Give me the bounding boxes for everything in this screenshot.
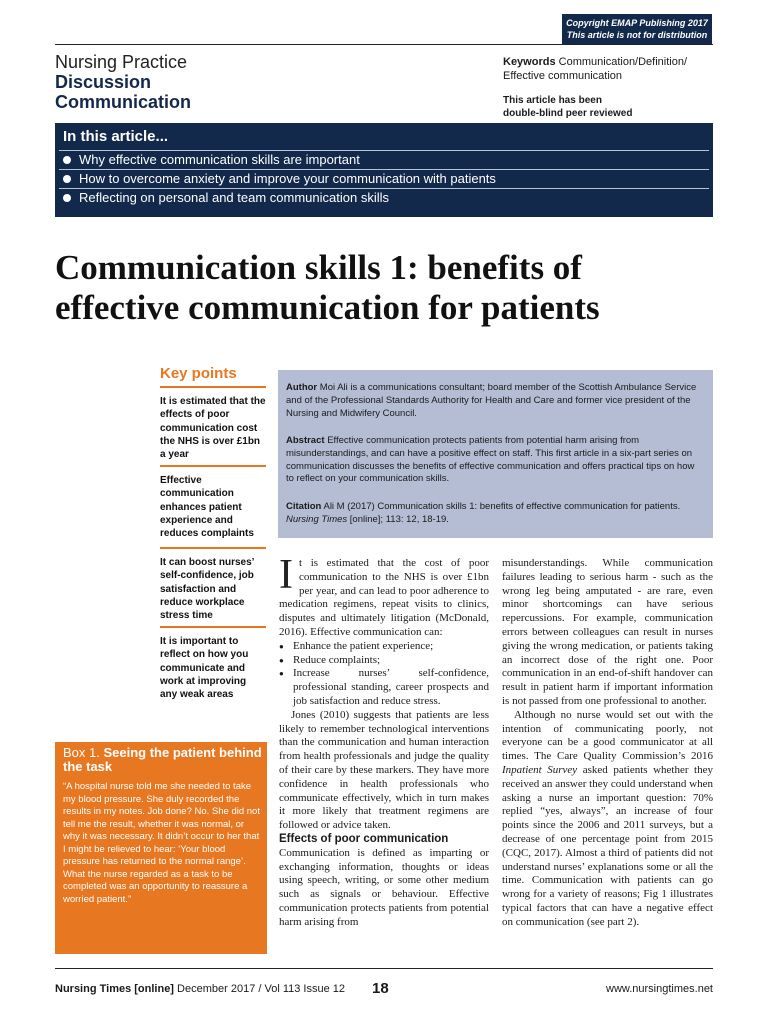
in-this-article-title: In this article...	[63, 128, 169, 145]
keywords-label: Keywords	[503, 56, 556, 68]
footer-issue: December 2017 / Vol 113 Issue 12	[177, 983, 346, 995]
box1-title	[63, 746, 263, 774]
key-point: It is important to reflect on how you communicate and work at improving any weak areas	[160, 636, 249, 701]
key-point: It can boost nurses’ self-confidence, job satisfaction and reduce workplace stress time	[160, 557, 254, 622]
body-column-2	[502, 557, 713, 930]
copyright-notice	[562, 14, 712, 44]
article-title-line2: effective communication for patients	[55, 288, 600, 327]
copyright-line2: This article is not for distribution	[566, 30, 708, 40]
key-point: It is estimated that the effects of poor communication cost the NHS is over £1bn a year	[160, 396, 266, 461]
bullet-icon	[63, 194, 71, 202]
footer-journal: Nursing Times [online]	[55, 983, 174, 995]
author-label: Author	[286, 382, 318, 393]
box1-body: “A hospital nurse told me she needed to take my blood pressure. She duly recorded the results in my notes. Job done? No. She did not tell me the result, whether it was normal, or why it was necessary. It didn’t occur to her that I might be relieved to hear: ‘Your blood pressure has returned to the normal range’. What the nurse regarded as a task to be completed was an opportunity to reassure a worried patient.”	[63, 781, 260, 905]
body-text: asked patients whether they received an answer they could understand when asking a nurse an important question: 70% replied “yes, always”, an increase of four points since the 2006 and 2011 surveys, but a decrease of one percentage point from 2015 (CQC, 2017). Almost a third of patients did not understand nurses’ explanations some or all the time. Communication with patients can go wrong for a variety of reasons; Fig 1 illustrates typical factors that can have a negative effect on communication (see part 2).	[502, 763, 713, 928]
author-text: Moi Ali is a communications consultant; board member of the Scottish Ambulance Service and of the Professional Standards Authority for Health and Care and former vice president of the Nursing and Midwifery Council.	[286, 382, 697, 419]
body-paragraph: misunderstandings. While communication failures leading to serious harm - such as the wrong leg being amputated - are rare, even minor shortcomings can have serious repercussions. For example, communication errors between colleagues can result in nurses giving the wrong medication, or patients taking an incorrect dose of the right one. Poor communication in an end-of-shift handover can result in patient harm if important information is not passed from one professional to another.	[502, 557, 713, 707]
author-abstract-box	[278, 370, 713, 538]
drop-cap: I	[279, 552, 293, 598]
peer-review-line1: This article has been	[503, 95, 602, 106]
abstract-text: Effective communication protects patients from potential harm arising from misunderstandings, and can have a positive effect on staff. This first article in a six-part series on communication discusses the benefits of effective communication and offers practical tips on how to reflect on your communication skills.	[286, 435, 695, 485]
footer-url[interactable]: www.nursingtimes.net	[606, 983, 713, 995]
author-info	[286, 382, 704, 420]
citation-tail: [online]; 113: 12, 18-19.	[349, 513, 449, 525]
keywords	[503, 55, 713, 83]
in-this-article-item-text: Why effective communication skills are important	[79, 152, 360, 167]
body-paragraph	[502, 709, 713, 930]
top-rule	[55, 44, 713, 45]
citation	[286, 501, 704, 527]
key-points-title: Key points	[160, 365, 237, 382]
footer-journal-info	[55, 983, 345, 995]
box1-heading: Seeing the patient behind the task	[63, 745, 262, 774]
bottom-rule	[55, 968, 713, 969]
body-bullet: ● Increase nurses’ self-confidence, professional standing, career prospects and job satisfaction and reduce stress.	[279, 667, 489, 708]
abstract	[286, 435, 704, 486]
in-this-article-box	[55, 123, 713, 217]
citation-journal: Nursing Times	[286, 513, 348, 525]
article-title	[55, 248, 735, 328]
in-this-article-item-text: How to overcome anxiety and improve your communication with patients	[79, 171, 496, 186]
box1-sidebar	[55, 742, 267, 954]
abstract-label: Abstract	[286, 435, 325, 446]
in-this-article-item	[59, 169, 709, 188]
in-this-article-item	[59, 150, 709, 169]
in-this-article-item	[59, 188, 709, 207]
section-label: Nursing Practice	[55, 52, 188, 72]
body-bullet: ● Enhance the patient experience;	[279, 640, 489, 654]
body-text: Although no nurse would set out with the intention of communicating poorly, not everyone can be a good communicator at all times. The Care Quality Commission’s 2016	[502, 708, 713, 763]
page-number: 18	[372, 980, 389, 997]
copyright-line1: Copyright EMAP Publishing 2017	[566, 18, 708, 28]
key-points-rule	[160, 547, 266, 549]
body-bullet: ● Reduce complaints;	[279, 654, 489, 668]
body-paragraph: Communication is defined as imparting or exchanging information, thoughts or ideas using speech, writing, or some other medium such as signals or behaviour. Effective communication protects patients from potential harm arising from	[279, 846, 489, 928]
body-paragraph: Jones (2010) suggests that patients are less likely to remember technological interventions than the communication and human interaction from health professionals and judge the quality of their care by these markers. They have more confidence in health professionals who communicate effectively, which in turn makes it more likely that treatment regimens are followed or advice taken.	[279, 708, 489, 832]
keywords-text: Communication/Definition/ Effective communication	[503, 56, 688, 82]
section-topic: Communication	[55, 92, 192, 112]
body-paragraph: t is estimated that the cost of poor communication to the NHS is over £1bn per year, and can lead to poor adherence to medication regimens, repeat visits to clinics, disputes and ultimately litigation (McDonald, 2016). Effective communication can:	[279, 557, 489, 638]
citation-label: Citation	[286, 501, 322, 512]
bullet-icon	[63, 156, 71, 164]
peer-review-line2: double-blind peer reviewed	[503, 108, 633, 119]
key-points-rule	[160, 465, 266, 467]
body-column-1	[279, 552, 489, 930]
key-points-rule	[160, 626, 266, 628]
citation-text: Ali M (2017) Communication skills 1: benefits of effective communication for patients.	[323, 501, 681, 512]
survey-title: Inpatient Survey	[502, 763, 578, 776]
bullet-icon	[63, 175, 71, 183]
article-title-line1: Communication skills 1: benefits of	[55, 248, 582, 287]
peer-review-note	[503, 94, 713, 120]
box1-label: Box 1.	[63, 745, 100, 760]
key-point: Effective communication enhances patient experience and reduces complaints	[160, 475, 254, 540]
key-points-rule	[160, 386, 266, 388]
in-this-article-item-text: Reflecting on personal and team communication skills	[79, 190, 389, 205]
section-sublabel: Discussion	[55, 72, 152, 92]
section-subheading: Effects of poor communication	[279, 832, 449, 845]
